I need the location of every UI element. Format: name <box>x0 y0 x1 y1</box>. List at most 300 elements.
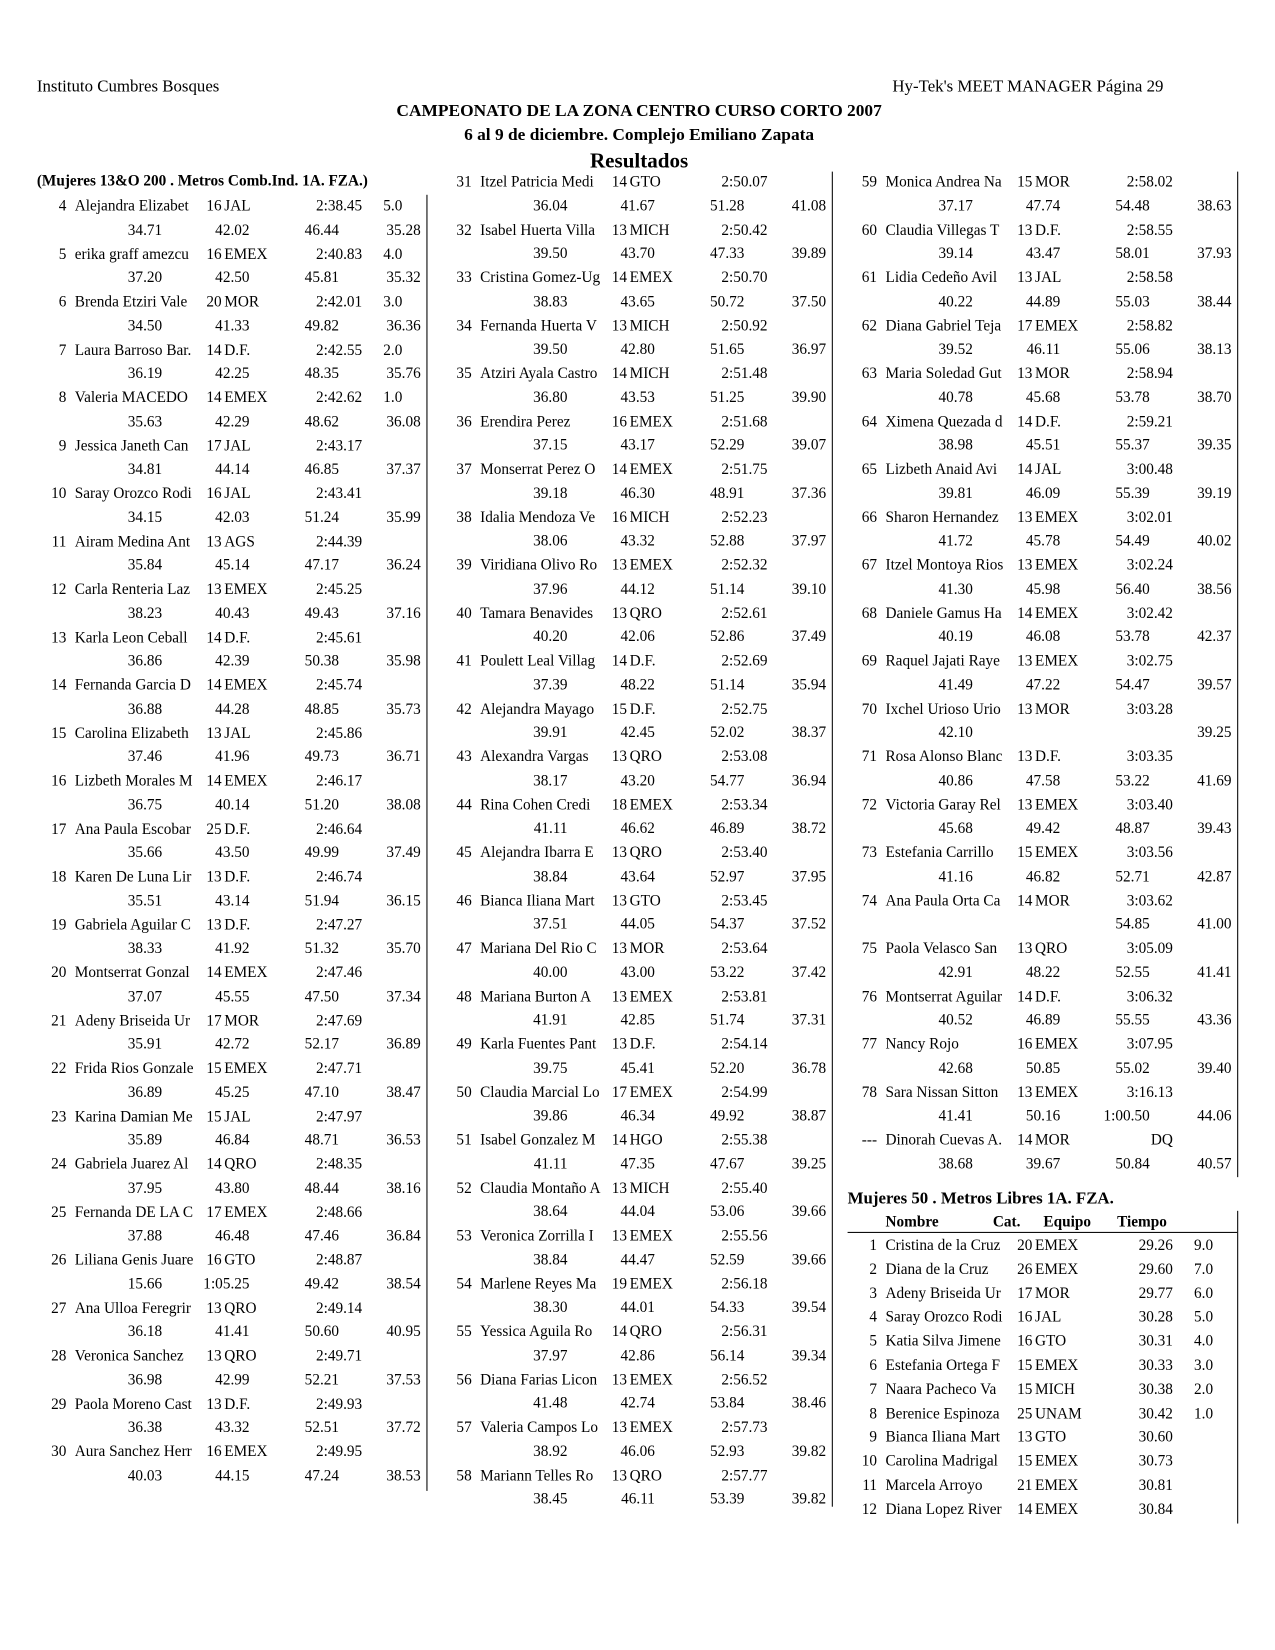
team: EMEX <box>629 1083 673 1101</box>
team: EMEX <box>1035 556 1079 574</box>
swimmer-name: Claudia Villegas T <box>885 221 1000 239</box>
split-time: 52.71 <box>1115 868 1150 886</box>
split-time: 47.22 <box>1025 676 1061 694</box>
split-time: 41.49 <box>938 676 973 694</box>
split-time: 42.25 <box>215 365 250 383</box>
place: 12 <box>861 1501 878 1519</box>
place: 11 <box>862 1477 878 1495</box>
swimmer-name: Cristina Gomez-Ug <box>480 269 601 287</box>
team: EMEX <box>629 269 673 287</box>
final-time: 2:55.38 <box>721 1131 768 1149</box>
swimmer-name: Frida Rios Gonzale <box>74 1060 194 1078</box>
split-time: 39.67 <box>1025 1155 1061 1173</box>
final-time: 3:05.09 <box>1126 940 1173 958</box>
place: 77 <box>861 1036 878 1053</box>
split-time: 39.89 <box>791 245 827 263</box>
split-time: 48.22 <box>1025 964 1061 982</box>
split-time: 37.49 <box>791 628 827 646</box>
points: 4.0 <box>1193 1333 1214 1351</box>
team: EMEX <box>224 677 268 694</box>
split-time: 41.41 <box>1197 964 1232 982</box>
split-time: 37.97 <box>791 533 827 550</box>
split-time: 50.60 <box>304 1323 340 1341</box>
final-time: 2:53.45 <box>721 892 768 910</box>
age: 14 <box>611 1131 628 1149</box>
place: 8 <box>869 1405 878 1423</box>
final-time: 2:49.95 <box>315 1443 363 1461</box>
team: JAL <box>224 437 251 455</box>
swimmer-name: Veronica Zorrilla I <box>480 1227 594 1245</box>
team: QRO <box>224 1347 257 1365</box>
team: EMEX <box>224 1203 268 1221</box>
split-time: 47.24 <box>304 1467 340 1485</box>
age: 25 <box>206 820 222 838</box>
place: 45 <box>456 844 472 862</box>
age: 15 <box>1017 1381 1033 1399</box>
split-time: 36.84 <box>386 1227 421 1245</box>
place: 23 <box>51 1108 67 1126</box>
split-time: 53.39 <box>710 1491 745 1509</box>
split-time: 43.65 <box>620 293 655 311</box>
split-time: 49.82 <box>304 317 340 335</box>
place: 71 <box>861 748 878 766</box>
split-time: 42.03 <box>215 509 250 527</box>
final-time: 2:50.70 <box>721 269 768 287</box>
split-time: 39.82 <box>791 1491 827 1509</box>
split-time: 39.90 <box>791 389 827 407</box>
team: EMEX <box>629 1371 673 1389</box>
split-time: 52.02 <box>710 724 745 742</box>
swimmer-name: Bianca Iliana Mart <box>885 1429 1000 1447</box>
split-time: 38.98 <box>938 437 973 455</box>
place: 3 <box>869 1285 878 1303</box>
final-time: 3:02.42 <box>1126 604 1173 622</box>
swimmer-name: Naara Pacheco Va <box>885 1381 997 1399</box>
split-time: 51.74 <box>710 1012 745 1029</box>
place: 52 <box>456 1179 472 1197</box>
swimmer-name: Poulett Leal Villag <box>480 652 596 670</box>
team: UNAM <box>1035 1405 1082 1423</box>
final-time: 2:59.21 <box>1126 413 1173 431</box>
age: 13 <box>611 844 628 862</box>
split-time: 36.89 <box>386 1036 421 1054</box>
swimmer-name: Montserrat Aguilar <box>885 988 1003 1005</box>
swimmer-name: Itzel Montoya Rios <box>885 556 1004 574</box>
age: 15 <box>611 700 628 718</box>
age: 21 <box>1017 1477 1033 1495</box>
team: EMEX <box>1035 1083 1079 1101</box>
place: 36 <box>456 413 472 431</box>
split-time: 46.06 <box>620 1443 655 1461</box>
final-time: 2:49.93 <box>315 1395 363 1413</box>
split-time: 47.67 <box>710 1155 745 1173</box>
swimmer-name: Claudia Montaño A <box>480 1179 601 1197</box>
final-time: 2:47.71 <box>315 1060 363 1078</box>
team: D.F. <box>224 1395 251 1413</box>
split-time: 51.20 <box>304 796 340 814</box>
split-time: 36.78 <box>791 1060 827 1077</box>
place: 38 <box>456 509 472 526</box>
place: 60 <box>861 221 878 239</box>
split-time: 44.01 <box>620 1299 655 1317</box>
split-time: 38.33 <box>127 940 163 958</box>
age: 17 <box>206 1012 222 1030</box>
swimmer-name: Laura Barroso Bar. <box>74 341 192 359</box>
split-time: 41.16 <box>938 868 973 886</box>
age: 13 <box>206 724 222 742</box>
split-time: 38.17 <box>533 772 568 790</box>
place: 7 <box>869 1381 878 1399</box>
split-time: 46.85 <box>304 461 340 479</box>
team: GTO <box>1035 1333 1067 1351</box>
team: EMEX <box>224 772 268 790</box>
team: MOR <box>1035 173 1070 191</box>
split-time: 46.89 <box>1025 1012 1061 1029</box>
team: QRO <box>224 1299 257 1317</box>
swimmer-name: Tamara Benavides <box>480 604 594 622</box>
final-time: 2:44.39 <box>315 533 363 551</box>
split-time: 38.08 <box>386 796 421 814</box>
place: 55 <box>456 1323 472 1341</box>
split-time: 35.94 <box>791 676 827 694</box>
age: 15 <box>206 1060 222 1078</box>
split-time: 41.67 <box>620 197 655 215</box>
final-time: 2:55.56 <box>721 1227 768 1245</box>
split-time: 43.50 <box>215 844 250 862</box>
split-time: 53.22 <box>710 964 745 982</box>
team: EMEX <box>629 1419 673 1437</box>
points: 2.0 <box>1193 1381 1214 1399</box>
event2-title: Mujeres 50 . Metros Libres 1A. FZA. <box>847 1189 1114 1208</box>
split-time: 38.64 <box>533 1203 568 1221</box>
swimmer-name: Sara Nissan Sitton <box>885 1083 999 1101</box>
place: 5 <box>58 245 67 263</box>
team: D.F. <box>629 700 656 718</box>
split-time: 39.19 <box>1197 485 1232 502</box>
split-time: 53.22 <box>1115 772 1150 790</box>
split-time: 41.08 <box>791 197 827 215</box>
split-time: 42.50 <box>215 269 250 287</box>
split-time: 38.84 <box>533 1251 568 1269</box>
split-time: 43.14 <box>215 892 250 910</box>
split-time: 35.51 <box>127 892 163 910</box>
age: 13 <box>611 988 628 1005</box>
age: 15 <box>206 1108 222 1126</box>
split-time: 41.72 <box>938 533 973 550</box>
final-time: 2:52.69 <box>721 652 768 670</box>
software-page-label: Hy-Tek's MEET MANAGER Página 29 <box>892 77 1164 96</box>
split-time: 39.10 <box>791 580 827 598</box>
team: QRO <box>629 604 662 622</box>
team: EMEX <box>224 389 268 407</box>
place: 9 <box>58 437 67 455</box>
split-time: 37.46 <box>127 748 163 766</box>
split-time: 51.94 <box>304 892 340 910</box>
split-time: 35.98 <box>386 653 421 670</box>
split-time: 40.52 <box>938 1012 973 1029</box>
place: 35 <box>456 365 472 383</box>
swimmer-name: Estefania Carrillo <box>885 844 994 862</box>
split-time: 49.42 <box>304 1275 340 1293</box>
final-time: 2:45.25 <box>315 581 363 599</box>
swimmer-name: erika graff amezcu <box>74 245 189 263</box>
team: JAL <box>1035 461 1062 479</box>
age: 17 <box>611 1083 628 1101</box>
team: MICH <box>629 317 670 335</box>
split-time: 36.98 <box>127 1371 163 1389</box>
final-time: 3:02.24 <box>1126 556 1173 574</box>
place: 4 <box>869 1309 878 1327</box>
age: 16 <box>1017 1333 1033 1351</box>
split-time: 37.72 <box>386 1419 421 1437</box>
swimmer-name: Jessica Janeth Can <box>74 437 189 455</box>
split-time: 36.75 <box>127 796 163 814</box>
team: EMEX <box>629 796 673 814</box>
age: 13 <box>611 1371 628 1389</box>
age: 13 <box>611 1467 628 1485</box>
split-time: 36.15 <box>386 892 421 910</box>
age: 14 <box>611 269 628 287</box>
split-time: 54.33 <box>710 1299 745 1317</box>
age: 13 <box>611 1179 628 1197</box>
final-time: 29.26 <box>1138 1237 1173 1255</box>
split-time: 38.46 <box>791 1395 827 1413</box>
split-time: 46.48 <box>215 1227 250 1245</box>
age: 14 <box>206 389 222 407</box>
swimmer-name: Mariann Telles Ro <box>480 1467 594 1485</box>
split-time: 46.34 <box>620 1107 655 1125</box>
age: 13 <box>611 1227 628 1245</box>
age: 16 <box>1017 1036 1033 1053</box>
swimmer-name: Erendira Perez <box>480 413 571 431</box>
swimmer-name: Isabel Huerta Villa <box>480 221 596 239</box>
final-time: 2:56.18 <box>721 1275 768 1293</box>
split-time: 55.37 <box>1115 437 1150 455</box>
final-time: 2:45.86 <box>315 724 363 742</box>
final-time: 30.84 <box>1138 1501 1173 1519</box>
age: 18 <box>611 796 628 814</box>
split-time: 52.21 <box>304 1371 340 1389</box>
split-time: 54.48 <box>1115 197 1150 215</box>
split-time: 40.19 <box>938 628 973 646</box>
place: 5 <box>869 1333 878 1351</box>
team: EMEX <box>1035 1237 1079 1255</box>
place: 28 <box>51 1347 67 1365</box>
final-time: 2:47.27 <box>315 916 363 934</box>
split-time: 47.17 <box>304 557 340 575</box>
place: 34 <box>456 317 472 335</box>
team: D.F. <box>1035 413 1061 431</box>
swimmer-name: Diana Lopez River <box>885 1501 1002 1519</box>
split-time: 36.53 <box>386 1132 421 1149</box>
age: 25 <box>1017 1405 1033 1423</box>
split-time: 39.66 <box>791 1203 827 1221</box>
final-time: 2:53.81 <box>721 988 768 1005</box>
swimmer-name: Idalia Mendoza Ve <box>480 509 596 526</box>
split-time: 41.48 <box>533 1395 568 1413</box>
swimmer-name: Lizbeth Anaid Avi <box>885 461 998 479</box>
split-time: 42.74 <box>620 1395 655 1413</box>
split-time: 37.88 <box>127 1227 163 1245</box>
age: 14 <box>611 173 628 191</box>
swimmer-name: Fernanda Huerta V <box>480 317 597 335</box>
split-time: 42.45 <box>620 724 655 742</box>
swimmer-name: Lizbeth Morales M <box>74 772 193 790</box>
team: MOR <box>1035 892 1070 910</box>
team: EMEX <box>1035 1036 1079 1053</box>
age: 13 <box>206 1395 222 1413</box>
team: D.F. <box>224 868 251 886</box>
final-time: 2:42.01 <box>315 293 363 311</box>
header-name: Nombre <box>885 1213 939 1231</box>
split-time: 40.95 <box>386 1323 421 1341</box>
split-time: 37.50 <box>791 293 827 311</box>
place: 59 <box>861 173 878 191</box>
swimmer-name: Saray Orozco Rodi <box>885 1309 1003 1327</box>
age: 14 <box>1017 413 1033 431</box>
final-time: 2:57.77 <box>721 1467 768 1485</box>
split-time: 38.44 <box>1197 293 1232 311</box>
split-time: 37.52 <box>791 916 827 934</box>
split-time: 54.85 <box>1115 916 1150 934</box>
points: 1.0 <box>1193 1405 1214 1423</box>
split-time: 34.50 <box>127 317 163 335</box>
split-time: 37.34 <box>386 988 421 1006</box>
split-time: 37.37 <box>386 461 421 479</box>
place: 24 <box>51 1156 67 1173</box>
age: 13 <box>611 556 628 574</box>
split-time: 46.89 <box>710 820 745 838</box>
final-time: 2:51.68 <box>721 413 768 431</box>
place: 61 <box>861 269 878 287</box>
age: 17 <box>206 437 222 455</box>
team: EMEX <box>1035 317 1079 335</box>
team: JAL <box>224 485 251 503</box>
place: 44 <box>456 796 472 814</box>
team: EMEX <box>629 1227 673 1245</box>
team: EMEX <box>224 964 268 982</box>
split-time: 39.50 <box>533 245 568 263</box>
split-time: 37.97 <box>533 1347 568 1365</box>
split-time: 36.94 <box>791 772 827 790</box>
final-time: 2:53.08 <box>721 748 768 766</box>
column-divider <box>1237 1211 1238 1524</box>
place: 7 <box>58 341 67 359</box>
split-time: 37.53 <box>386 1371 421 1389</box>
split-time: 36.88 <box>127 700 163 718</box>
age: 16 <box>206 1443 222 1461</box>
split-time: 34.15 <box>127 509 163 527</box>
team: MOR <box>224 1012 260 1030</box>
split-time: 41.11 <box>533 1155 568 1173</box>
final-time: 2:40.83 <box>315 245 363 263</box>
points: 5.0 <box>383 197 403 215</box>
team: MOR <box>1035 700 1070 718</box>
swimmer-name: Claudia Marcial Lo <box>480 1083 600 1101</box>
split-time: 35.84 <box>127 557 163 575</box>
points: 3.0 <box>1193 1357 1214 1375</box>
swimmer-name: Montserrat Gonzal <box>74 964 190 982</box>
split-time: 41.41 <box>215 1323 250 1341</box>
split-time: 41.00 <box>1197 916 1232 934</box>
split-time: 39.86 <box>533 1107 568 1125</box>
swimmer-name: Berenice Espinoza <box>885 1405 1000 1423</box>
team: QRO <box>629 748 662 766</box>
split-time: 45.51 <box>1025 437 1061 455</box>
split-time: 39.25 <box>791 1155 827 1173</box>
split-time: 52.93 <box>710 1443 745 1461</box>
split-time: 38.06 <box>533 533 568 550</box>
swimmer-name: Alexandra Vargas <box>480 748 589 766</box>
split-time: 35.28 <box>386 221 421 239</box>
split-time: 46.11 <box>621 1491 655 1509</box>
team: EMEX <box>224 1060 268 1078</box>
split-time: 43.32 <box>620 533 655 550</box>
final-time: 2:58.82 <box>1126 317 1173 335</box>
final-time: 2:46.64 <box>315 820 363 838</box>
age: 13 <box>1017 509 1033 526</box>
place: 67 <box>861 556 878 574</box>
final-time: 2:58.55 <box>1126 221 1173 239</box>
split-time: 50.85 <box>1025 1060 1061 1077</box>
split-time: 54.49 <box>1115 533 1150 550</box>
split-time: 35.76 <box>386 365 421 383</box>
split-time: 35.63 <box>127 413 163 431</box>
split-time: 36.19 <box>127 365 163 383</box>
place: 25 <box>51 1203 67 1221</box>
place: 11 <box>51 533 67 551</box>
team: EMEX <box>1035 1477 1079 1495</box>
team: AGS <box>224 533 255 551</box>
split-time: 48.91 <box>710 485 745 502</box>
split-time: 35.32 <box>386 269 421 287</box>
age: 14 <box>1017 1131 1033 1149</box>
split-time: 41.33 <box>215 317 250 335</box>
split-time: 50.16 <box>1025 1107 1061 1125</box>
split-time: 37.20 <box>127 269 163 287</box>
swimmer-name: Victoria Garay Rel <box>885 796 1001 814</box>
final-time: 2:53.34 <box>721 796 768 814</box>
split-time: 52.88 <box>710 533 745 550</box>
split-time: 46.30 <box>620 485 655 502</box>
age: 13 <box>1017 1083 1033 1101</box>
place: 4 <box>58 197 67 215</box>
swimmer-name: Ixchel Urioso Urio <box>885 700 1001 718</box>
place: 26 <box>51 1251 67 1269</box>
final-time: 30.73 <box>1138 1453 1173 1471</box>
team: EMEX <box>1035 652 1079 670</box>
split-time: 43.20 <box>620 772 655 790</box>
swimmer-name: Mariana Del Rio C <box>480 940 597 958</box>
swimmer-name: Lidia Cedeño Avil <box>885 269 998 287</box>
split-time: 45.81 <box>304 269 340 287</box>
place: 12 <box>51 581 67 599</box>
split-time: 47.58 <box>1025 772 1061 790</box>
split-time: 39.35 <box>1197 437 1232 455</box>
swimmer-name: Alejandra Ibarra E <box>480 844 594 862</box>
swimmer-name: Carla Renteria Laz <box>74 581 191 599</box>
split-time: 37.31 <box>791 1012 827 1029</box>
age: 20 <box>206 293 222 311</box>
team: MOR <box>224 293 260 311</box>
final-time: 3:02.75 <box>1126 652 1173 670</box>
split-time: 37.36 <box>791 485 827 502</box>
split-time: 37.39 <box>533 676 568 694</box>
split-time: 42.10 <box>938 724 973 742</box>
place: 58 <box>456 1467 472 1485</box>
split-time: 37.07 <box>127 988 163 1006</box>
final-time: 2:54.14 <box>721 1036 768 1053</box>
